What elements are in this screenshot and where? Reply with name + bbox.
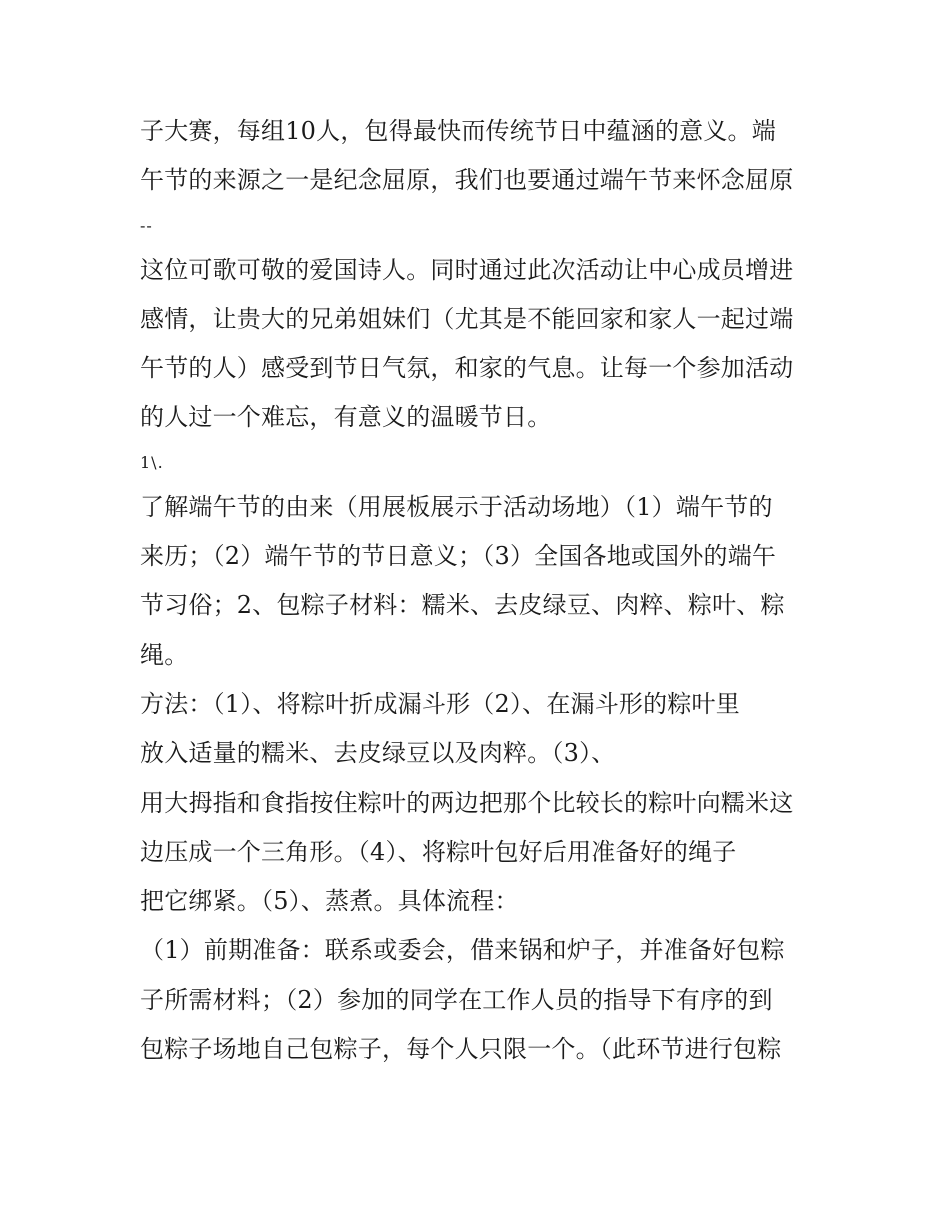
text-line: 感情，让贵大的兄弟姐妹们（尤其是不能回家和家人一起过端	[140, 304, 794, 333]
text-line: 用大拇指和食指按住粽叶的两边把那个比较长的粽叶向糯米这	[140, 788, 794, 817]
text-line: 节习俗；2、包粽子材料：糯米、去皮绿豆、肉粹、粽叶、粽	[140, 591, 785, 620]
text-line: 子大赛，每组10人，包得最快而传统节日中蕴涵的意义。端	[140, 117, 776, 145]
text-line: 午节的来源之一是纪念屈原，我们也要通过端午节来怀念屈原	[140, 166, 794, 195]
text-line: 边压成一个三角形。（4）、将粽叶包好后用准备好的绳子	[140, 837, 737, 866]
text-line: 来历；（2）端午节的节日意义；（3）全国各地或国外的端午	[140, 542, 777, 571]
text-line: （1）前期准备：联系或委会，借来锅和炉子，并准备好包粽	[140, 936, 785, 965]
text-line: 的人过一个难忘，有意义的温暖节日。	[140, 403, 552, 432]
text-line: 放入适量的糯米、去皮绿豆以及肉粹。（3）、	[140, 739, 616, 768]
text-line: 午节的人）感受到节日气氛，和家的气息。让每一个参加活动	[140, 354, 794, 383]
text-line: 包粽子场地自己包粽子，每个人只限一个。（此环节进行包粽	[140, 1035, 782, 1064]
text-line: 这位可歌可敬的爱国诗人。同时通过此次活动让中心成员增进	[140, 255, 794, 284]
text-line: --	[140, 215, 153, 235]
text-line: 子所需材料；（2）参加的同学在工作人员的指导下有序的到	[140, 985, 773, 1014]
text-line: 绳。	[140, 640, 189, 669]
document-body	[140, 107, 820, 1074]
text-line: 方法：（1）、将粽叶折成漏斗形（2）、在漏斗形的粽叶里	[140, 689, 740, 718]
text-line: 1\.	[140, 452, 164, 472]
text-line: 了解端午节的由来（用展板展示于活动场地）（1）端午节的	[140, 492, 773, 521]
text-line: 把它绑紧。（5）、蒸煮。具体流程：	[140, 887, 519, 916]
